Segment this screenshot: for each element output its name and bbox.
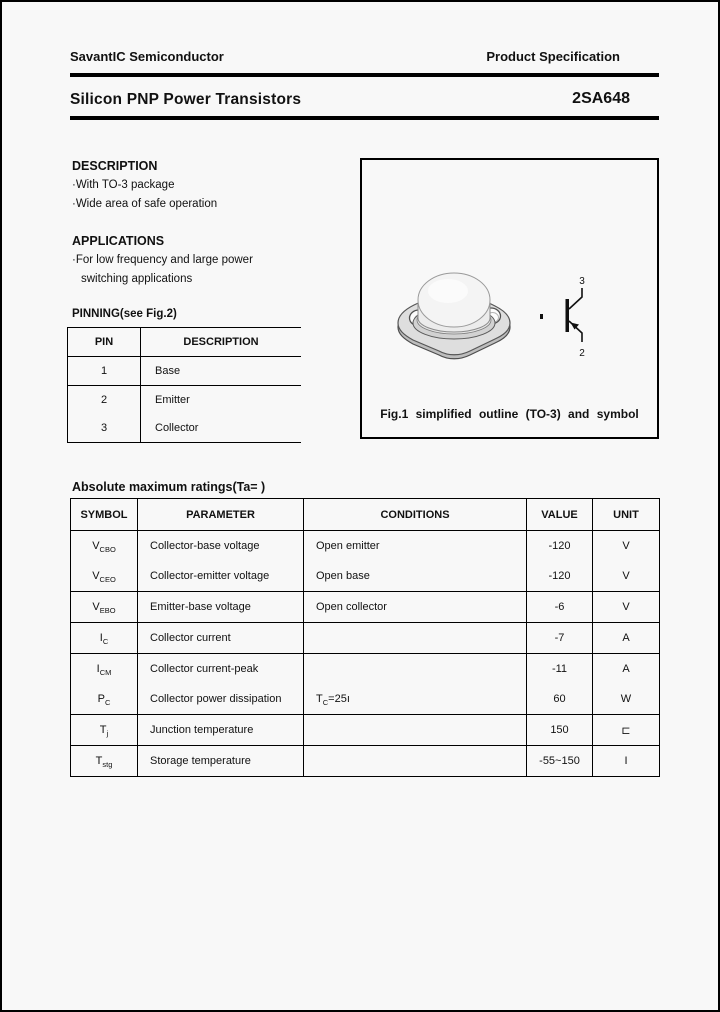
applications-heading: APPLICATIONS: [72, 234, 165, 248]
symbol-cell: $I_C$: [71, 623, 138, 654]
value-cell: -11: [527, 654, 593, 685]
symbol-cell: $V_{CEO}$: [71, 561, 138, 592]
conditions-cell: [304, 654, 527, 685]
title-divider-rule: [70, 116, 659, 120]
conditions-column-header: CONDITIONS: [304, 499, 527, 531]
pinning-row: [68, 386, 302, 415]
ratings-row: [71, 715, 660, 746]
pinning-row: [68, 357, 302, 386]
unit-column-header: UNIT: [593, 499, 660, 531]
pin-description-cell: Base: [141, 357, 302, 386]
symbol-column-header: SYMBOL: [71, 499, 138, 531]
pin-description-cell: Collector: [155, 422, 199, 434]
value-cell: 60: [527, 684, 593, 715]
header-divider-rule: [70, 73, 659, 77]
symbol-cell: $P_C$: [71, 684, 138, 715]
parameter-cell: Emitter-base voltage: [138, 592, 304, 623]
ratings-row: [71, 592, 660, 623]
parameter-cell: Collector current-peak: [138, 654, 304, 685]
value-cell: 150: [527, 715, 593, 746]
symbol-cell: $I_{CM}$: [71, 654, 138, 685]
to3-package-illustration: [398, 273, 510, 359]
unit-cell: I: [593, 746, 660, 777]
conditions-cell: Open base: [304, 561, 527, 592]
pinning-header-row: [68, 328, 302, 357]
ratings-table: [70, 498, 660, 777]
symbol-cell: $T_j$: [71, 715, 138, 746]
unit-cell: W: [593, 684, 660, 715]
transistor-symbol: [540, 276, 585, 359]
value-cell: -6: [527, 592, 593, 623]
pin-description-cell: Emitter: [155, 394, 190, 406]
unit-cell: V: [593, 561, 660, 592]
pin-number-cell: 1: [68, 357, 141, 386]
pinning-row: [68, 414, 302, 443]
ratings-row: [71, 654, 660, 685]
unit-cell: V: [593, 531, 660, 562]
figure-caption: Fig.1 simplified outline (TO-3) and symbol: [380, 407, 639, 421]
conditions-cell: Open emitter: [304, 531, 527, 562]
conditions-cell: [304, 715, 527, 746]
pin-2-label: 2: [579, 348, 585, 359]
ratings-header-row: [71, 499, 660, 531]
pin-1-mark: [540, 314, 543, 319]
pin-3-label: 3: [579, 276, 585, 287]
unit-cell: A: [593, 623, 660, 654]
ratings-heading: Absolute maximum ratings(Ta= ): [72, 480, 266, 494]
value-cell: -120: [527, 531, 593, 562]
unit-cell: A: [593, 654, 660, 685]
description-column-header: DESCRIPTION: [141, 328, 302, 357]
figure-drawing: [362, 160, 657, 400]
value-cell: -55~150: [527, 746, 593, 777]
pinning-heading: PINNING(see Fig.2): [72, 308, 177, 320]
symbol-cell: $V_{EBO}$: [71, 592, 138, 623]
symbol-cell: $T_{stg}$: [71, 746, 138, 777]
vendor-name: SavantIC Semiconductor: [70, 49, 224, 64]
applications-line: switching applications: [81, 273, 193, 285]
unit-cell: ⊏: [593, 715, 660, 746]
figure-box: [360, 158, 659, 439]
parameter-cell: Junction temperature: [138, 715, 304, 746]
symbol-cell: $V_{CBO}$: [71, 531, 138, 562]
ratings-row: [71, 684, 660, 715]
ratings-row: [71, 561, 660, 592]
pin-column-header: PIN: [68, 328, 141, 357]
parameter-cell: Storage temperature: [138, 746, 304, 777]
value-column-header: VALUE: [527, 499, 593, 531]
value-cell: -7: [527, 623, 593, 654]
pin-number-cell: 2: [68, 386, 141, 415]
parameter-cell: Collector power dissipation: [138, 684, 304, 715]
applications-line: ·For low frequency and large power: [72, 254, 253, 266]
doc-title: Silicon PNP Power Transistors: [70, 91, 302, 108]
conditions-cell: $T_C=25ı$: [304, 684, 527, 715]
parameter-cell: Collector-emitter voltage: [138, 561, 304, 592]
unit-cell: V: [593, 592, 660, 623]
ratings-row: [71, 623, 660, 654]
conditions-cell: [304, 623, 527, 654]
part-number: 2SA648: [572, 90, 630, 107]
conditions-cell: Open collector: [304, 592, 527, 623]
parameter-cell: Collector-base voltage: [138, 531, 304, 562]
conditions-cell: [304, 746, 527, 777]
description-heading: DESCRIPTION: [72, 159, 158, 173]
spec-type-label: Product Specification: [486, 49, 620, 64]
collector-lead: [569, 288, 582, 309]
ratings-row: [71, 531, 660, 562]
ratings-row: [71, 746, 660, 777]
parameter-cell: Collector current: [138, 623, 304, 654]
pin-number-cell: 3: [68, 414, 141, 443]
base-bar: [566, 299, 570, 332]
description-item: ·Wide area of safe operation: [72, 198, 218, 210]
description-item: ·With TO-3 package: [72, 179, 175, 191]
pinning-table: [67, 327, 301, 443]
value-cell: -120: [527, 561, 593, 592]
parameter-column-header: PARAMETER: [138, 499, 304, 531]
